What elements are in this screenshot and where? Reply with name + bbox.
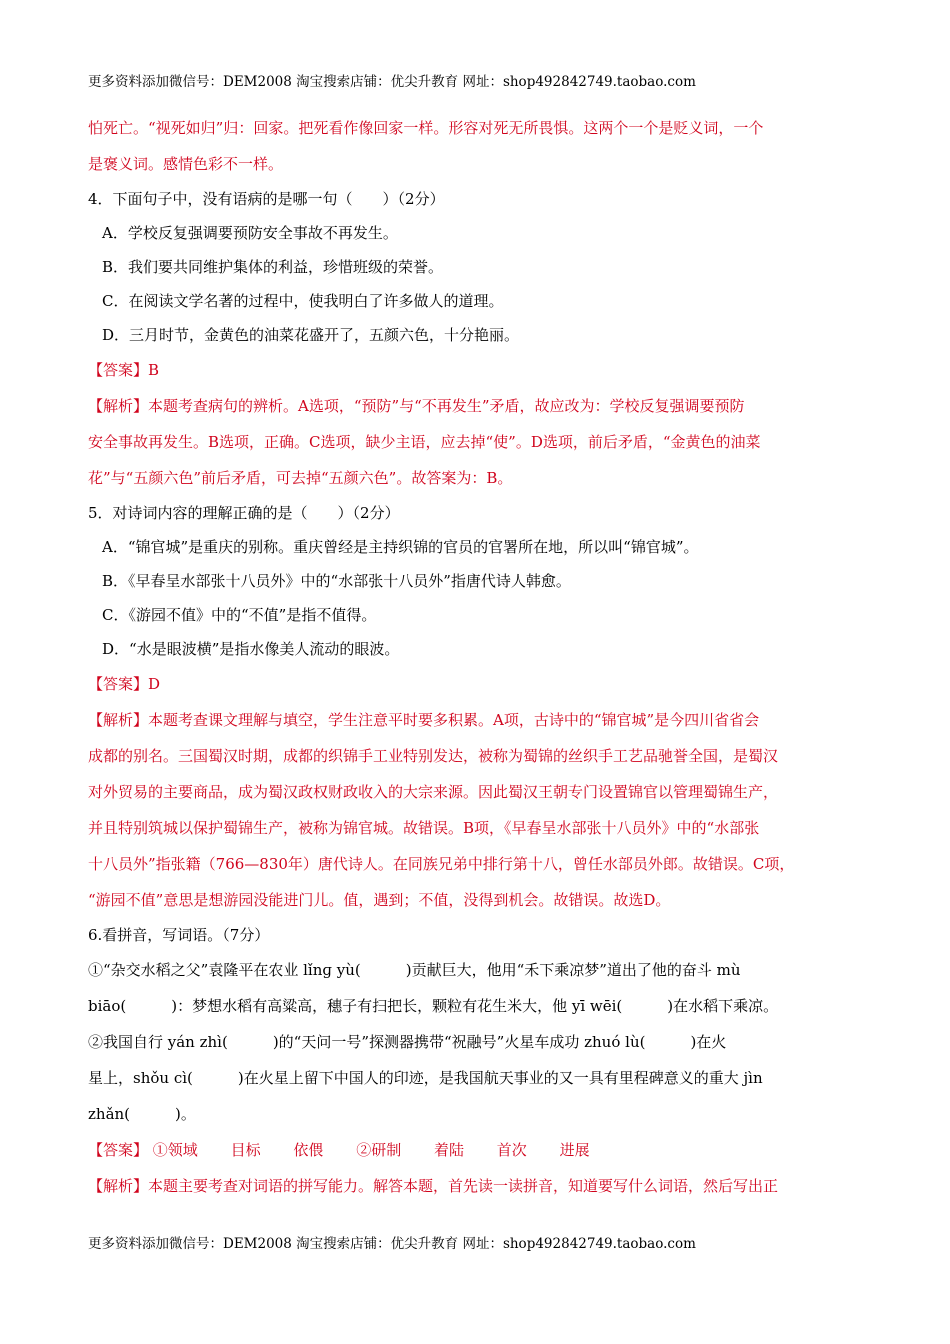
q5-analysis-line-2: 成都的别名。三国蜀汉时期，成都的织锦手工业特别发达，被称为蜀锦的丝织手工艺品驰誉全国，是蜀汉 <box>88 747 779 765</box>
q5-analysis-line-4: 并且特别筑城以保护蜀锦生产，被称为锦官城。故错误。B项，《早春呈水部张十八员外》中的“水部张 <box>88 819 760 837</box>
q4-option-d: D．三月时节，金黄色的油菜花盛开了，五颜六色，十分艳丽。 <box>102 326 520 344</box>
question-6-stem: 6.看拼音，写词语。（7分） <box>88 926 270 944</box>
q6-answer <box>88 1132 864 1168</box>
carryover-line-2: 是褒义词。感情色彩不一样。 <box>88 155 284 173</box>
q4-answer: 【答案】B <box>88 361 160 379</box>
q6-line-3: ②我国自行 yán zhì( )的“天问一号”探测器携带“祝融号”火星车成功 zhuó lù( )在火 <box>88 1033 727 1051</box>
q5-option-b: B．《早春呈水部张十八员外》中的“水部张十八员外”指唐代诗人韩愈。 <box>102 572 571 590</box>
q6-answer-2: 目标 <box>230 1141 261 1159</box>
q6-answer-1: ①领域 <box>152 1141 198 1159</box>
q4-analysis-line-3: 花”与“五颜六色”前后矛盾，可去掉“五颜六色”。故答案为：B。 <box>88 469 513 487</box>
q6-line-4: 星上，shǒu cì( )在火星上留下中国人的印迹，是我国航天事业的又一具有里程碑意义的重大 jìn <box>88 1069 763 1087</box>
q4-option-b: B．我们要共同维护集体的利益，珍惜班级的荣誉。 <box>102 258 444 276</box>
page-footer: 更多资料添加微信号：DEM2008 淘宝搜索店铺：优尖升教育 网址：shop492842749.taobao.com <box>88 1236 696 1252</box>
q6-answer-7: 进展 <box>559 1141 590 1159</box>
document-body <box>88 110 864 1204</box>
q5-option-a: A．“锦官城”是重庆的别称。重庆曾经是主持织锦的官员的官署所在地，所以叫“锦官城”。 <box>102 538 699 556</box>
q4-option-a: A．学校反复强调要预防安全事故不再发生。 <box>102 224 398 242</box>
question-5-stem: 5．对诗词内容的理解正确的是（ ）（2分） <box>88 504 400 522</box>
q6-answer-4: ②研制 <box>356 1141 402 1159</box>
q5-analysis-line-5: 十八员外”指张籍（766—830年）唐代诗人。在同族兄弟中排行第十八，曾任水部员外郎。故错误。C项， <box>88 855 795 873</box>
q5-option-c: C．《游园不值》中的“不值”是指不值得。 <box>102 606 377 624</box>
q6-line-2: biāo( )：梦想水稻有高粱高，穗子有扫把长，颗粒有花生米大，他 yī wēi( )在水稻下乘凉。 <box>88 997 779 1015</box>
q5-answer: 【答案】D <box>88 675 161 693</box>
question-4-stem: 4．下面句子中，没有语病的是哪一句（ ）（2分） <box>88 190 445 208</box>
q6-line-1: ①“杂交水稻之父”袁隆平在农业 lǐnɡ yù( )贡献巨大，他用“禾下乘凉梦”道出了他的奋斗 mù <box>88 961 741 979</box>
carryover-line-1: 怕死亡。“视死如归”归：回家。把死看作像回家一样。形容对死无所畏惧。这两个一个是贬义词，一个 <box>88 119 764 137</box>
q5-analysis-line-3: 对外贸易的主要商品，成为蜀汉政权财政收入的大宗来源。因此蜀汉王朝专门设置锦官以管理蜀锦生产， <box>88 783 779 801</box>
q6-answer-3: 依偎 <box>293 1141 324 1159</box>
q5-option-d: D．“水是眼波横”是指水像美人流动的眼波。 <box>102 640 400 658</box>
q4-option-c: C．在阅读文学名著的过程中，使我明白了许多做人的道理。 <box>102 292 504 310</box>
q4-analysis-line-2: 安全事故再发生。B选项，正确。C选项，缺少主语，应去掉“使”。D选项，前后矛盾，“金黄色的油菜 <box>88 433 761 451</box>
page-header: 更多资料添加微信号：DEM2008 淘宝搜索店铺：优尖升教育 网址：shop492842749.taobao.com <box>88 74 696 90</box>
q6-answer-5: 着陆 <box>433 1141 464 1159</box>
q6-analysis-line-1: 【解析】本题主要考查对词语的拼写能力。解答本题，首先读一读拼音，知道要写什么词语，然后写出正 <box>88 1177 779 1195</box>
q6-answer-label: 【答案】 <box>88 1141 149 1159</box>
q6-answer-6: 首次 <box>496 1141 527 1159</box>
q6-line-5: zhǎn( )。 <box>88 1105 196 1123</box>
q5-analysis-line-1: 【解析】本题考查课文理解与填空，学生注意平时要多积累。A项，古诗中的“锦官城”是今四川省省会 <box>88 711 760 729</box>
q5-analysis-line-6: “游园不值”意思是想游园没能进门儿。值，遇到；不值，没得到机会。故错误。故选D。 <box>88 891 671 909</box>
q4-analysis-line-1: 【解析】本题考查病句的辨析。A选项，“预防”与“不再发生”矛盾，故应改为：学校反复强调要预防 <box>88 397 745 415</box>
